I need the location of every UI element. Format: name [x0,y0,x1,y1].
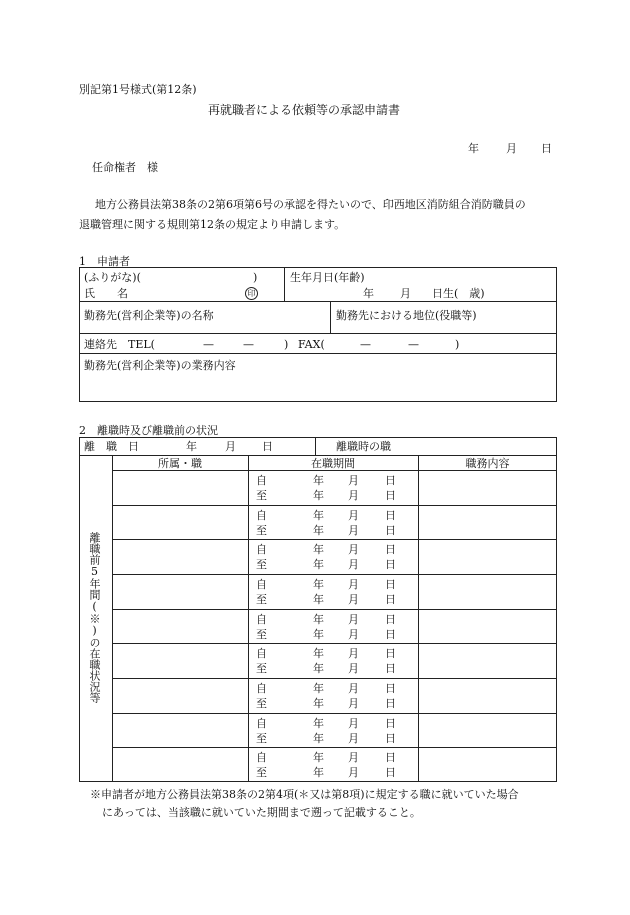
to-month: 月 [348,489,359,502]
period-to: 至 [256,697,267,711]
from-day: 日 [385,508,396,522]
from-month: 月 [348,682,359,696]
to-year: 年 [313,558,324,572]
from-year: 年 [313,474,324,487]
from-day: 日 [385,682,396,696]
birth-label: 生年月日(年齢) [290,271,365,284]
note-line-2: にあっては、当該職に就いていた期間まで遡って記載すること。 [102,806,421,819]
furigana-label: (ふりがな)( [84,271,141,284]
period-from: 自 [256,543,267,557]
to-day: 日 [385,766,396,780]
period-from: 自 [256,508,267,522]
period-to: 至 [256,558,267,572]
row-divider [112,643,557,644]
to-month: 月 [348,627,359,641]
to-day: 日 [385,489,396,502]
tel-close: ) [284,338,289,351]
to-month: 月 [348,697,359,711]
from-month: 月 [348,716,359,730]
period-from: 自 [256,751,267,765]
period-to: 至 [256,523,267,537]
period-to: 至 [256,627,267,641]
to-year: 年 [313,489,324,502]
to-day: 日 [385,593,396,606]
seal-mark [245,287,258,300]
period-from: 自 [256,612,267,626]
from-month: 月 [348,474,359,487]
row-divider [112,539,557,540]
to-month: 月 [348,558,359,572]
to-year: 年 [313,697,324,711]
col-period-header: 在職期間 [311,457,355,470]
from-day: 日 [385,716,396,730]
section2-heading: 2 離職時及び離職前の状況 [79,424,218,437]
from-year: 年 [313,508,324,522]
from-month: 月 [348,647,359,661]
to-day: 日 [385,627,396,641]
intro-line-1: 地方公務員法第38条の2第6項第6号の承認を得たいので、印西地区消防組合消防職員の [95,198,526,211]
fax-close: ) [455,338,460,351]
section1-heading: 1 申請者 [79,255,130,268]
period-to: 至 [256,662,267,676]
period-to: 至 [256,731,267,745]
from-month: 月 [348,751,359,765]
birth-year: 年 [363,287,374,300]
col-dept-header: 所属・職 [158,457,202,470]
to-year: 年 [313,627,324,641]
to-month: 月 [348,593,359,606]
col-duties-header: 職務内容 [465,457,510,470]
applicant-table [79,267,557,402]
from-day: 日 [385,612,396,626]
period-from: 自 [256,578,267,591]
fax-label: FAX( [298,338,325,351]
period-from: 自 [256,647,267,661]
to-day: 日 [385,731,396,745]
retire-month: 月 [225,440,236,453]
to-month: 月 [348,731,359,745]
from-day: 日 [385,751,396,765]
from-month: 月 [348,612,359,626]
from-month: 月 [348,578,359,591]
to-month: 月 [348,766,359,780]
date-day-label: 日 [541,142,552,155]
from-day: 日 [385,543,396,557]
intro-line-2: 退職管理に関する規則第12条の規定より申請します。 [79,218,346,231]
to-day: 日 [385,558,396,572]
position-label: 勤務先における地位(役職等) [336,309,477,322]
row-divider [112,747,557,748]
employer-label: 勤務先(営利企業等)の名称 [84,309,214,322]
period-to: 至 [256,489,267,502]
period-to: 至 [256,593,267,606]
from-year: 年 [313,716,324,730]
form-id: 別記第1号様式(第12条) [79,83,197,96]
from-day: 日 [385,578,396,591]
period-from: 自 [256,682,267,696]
note-line-1: ※申請者が地方公務員法第38条の2第4項(＊又は第8項)に規定する職に就いていた場合 [90,788,519,801]
date-month-label: 月 [506,142,517,155]
seal-icon: 印 [245,287,258,300]
to-year: 年 [313,662,324,676]
period-to: 至 [256,766,267,780]
row-divider [112,505,557,506]
from-year: 年 [313,647,324,661]
period-from: 自 [256,474,267,487]
to-year: 年 [313,766,324,780]
form-title: 再就職者による依頼等の承認申請書 [208,103,401,117]
to-day: 日 [385,697,396,711]
from-month: 月 [348,543,359,557]
retire-date-label: 離 職 日 [84,440,139,453]
contact-label: 連絡先 TEL( [84,338,155,351]
to-day: 日 [385,662,396,676]
to-month: 月 [348,662,359,676]
row-divider [112,609,557,610]
from-year: 年 [313,612,324,626]
birth-month: 月 [400,287,411,300]
to-day: 日 [385,523,396,537]
birth-day: 日生( 歳) [432,287,485,300]
from-year: 年 [313,578,324,591]
retire-post-label: 離職時の職 [336,440,391,453]
retire-year: 年 [186,440,197,453]
row-divider [112,713,557,714]
from-day: 日 [385,474,396,487]
tel-dash-1: — [203,338,214,351]
from-year: 年 [313,543,324,557]
row-divider [112,678,557,679]
side-label: 離職前5年間(※)の在職状況等 [88,532,101,703]
to-year: 年 [313,593,324,606]
from-year: 年 [313,751,324,765]
retire-day: 日 [262,440,273,453]
from-month: 月 [348,508,359,522]
tel-dash-2: — [243,338,254,351]
name-label: 氏 名 [84,287,128,300]
to-month: 月 [348,523,359,537]
from-day: 日 [385,647,396,661]
from-year: 年 [313,682,324,696]
addressee: 任命権者 様 [92,161,158,174]
to-year: 年 [313,523,324,537]
period-from: 自 [256,716,267,730]
furigana-close: ) [253,271,258,284]
date-year-label: 年 [468,142,479,155]
fax-dash-2: — [408,338,419,351]
to-year: 年 [313,731,324,745]
row-divider [112,574,557,575]
fax-dash-1: — [360,338,371,351]
business-label: 勤務先(営利企業等)の業務内容 [84,359,236,372]
